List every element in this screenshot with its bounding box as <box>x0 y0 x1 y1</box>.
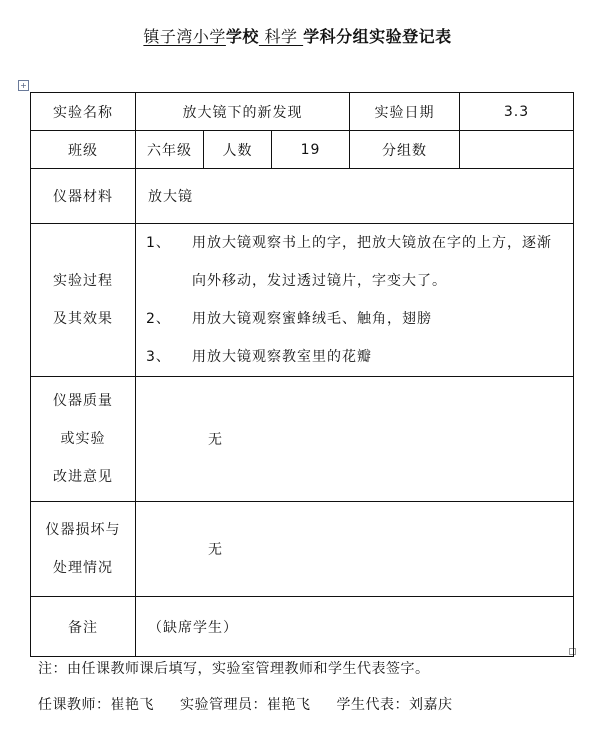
experiment-name-value[interactable]: 放大镜下的新发现 <box>136 93 350 131</box>
experiment-name-label: 实验名称 <box>31 93 136 131</box>
materials-label: 仪器材料 <box>31 169 136 224</box>
damage-label: 仪器损坏与 处理情况 <box>31 502 136 597</box>
remarks-value[interactable]: （缺席学生） <box>136 597 574 657</box>
experiment-date-value[interactable]: 3.3 <box>460 93 574 131</box>
school-suffix: 学校 <box>225 27 259 46</box>
count-label: 人数 <box>204 131 272 169</box>
class-value[interactable]: 六年级 <box>136 131 204 169</box>
process-label: 实验过程 及其效果 <box>31 224 136 377</box>
table-row <box>31 224 574 377</box>
table-row <box>31 377 574 502</box>
signature-line <box>38 694 453 714</box>
teacher-name[interactable]: 崔艳飞 <box>110 697 154 713</box>
damage-value[interactable]: 无 <box>136 502 574 597</box>
table-row <box>31 131 574 169</box>
subject-name: 科学 <box>264 27 298 46</box>
materials-value[interactable]: 放大镜 <box>136 169 574 224</box>
list-item: 2、 用放大镜观察蜜蜂绒毛、触角，翅膀 <box>146 311 432 327</box>
title-rest: 学科分组实验登记表 <box>303 27 452 46</box>
footer-note: 注：由任课教师课后填写，实验室管理教师和学生代表签字。 <box>38 661 430 677</box>
student-name[interactable]: 刘嘉庆 <box>409 697 453 713</box>
quality-value[interactable]: 无 <box>136 377 574 502</box>
list-item: 3、 用放大镜观察教室里的花瓣 <box>146 349 372 365</box>
list-item: 1、 用放大镜观察书上的字，把放大镜放在字的上方，逐渐向外移动，发过透过镜片，字变大了。 <box>146 235 552 289</box>
process-value[interactable] <box>136 224 574 377</box>
quality-label: 仪器质量 或实验 改进意见 <box>31 377 136 502</box>
groups-value[interactable] <box>460 131 574 169</box>
groups-label: 分组数 <box>350 131 460 169</box>
class-label: 班级 <box>31 131 136 169</box>
table-row <box>31 502 574 597</box>
admin-label: 实验管理员： <box>180 697 267 713</box>
student-label: 学生代表： <box>336 697 409 713</box>
experiment-table <box>30 92 574 657</box>
experiment-date-label: 实验日期 <box>350 93 460 131</box>
form-title <box>0 24 595 47</box>
admin-name[interactable]: 崔艳飞 <box>267 697 311 713</box>
table-row <box>31 93 574 131</box>
table-move-handle-icon[interactable]: + <box>18 80 29 91</box>
table-row <box>31 169 574 224</box>
table-row <box>31 597 574 657</box>
count-value[interactable]: 19 <box>272 131 350 169</box>
remarks-label: 备注 <box>31 597 136 657</box>
teacher-label: 任课教师： <box>38 697 111 713</box>
school-name: 镇子湾小学 <box>143 27 226 46</box>
